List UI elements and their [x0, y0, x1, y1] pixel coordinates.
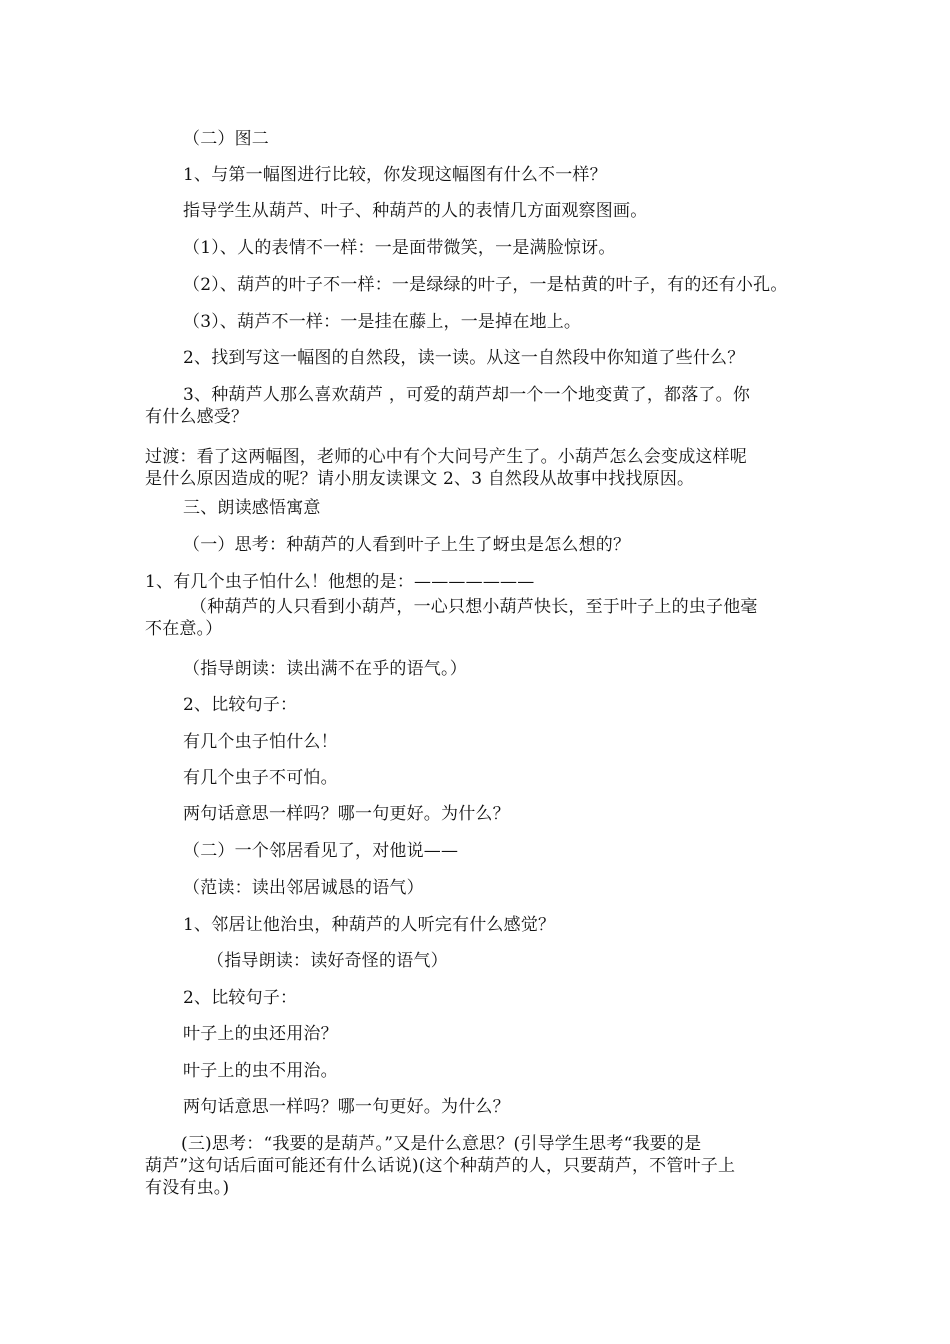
- paragraph-neighbor: （二）一个邻居看见了，对他说——: [183, 841, 459, 861]
- paragraph-reading-guide-one: （指导朗读：读出满不在乎的语气。）: [183, 659, 467, 679]
- sentence-example-two-b: 叶子上的虫不用治。: [183, 1061, 338, 1081]
- paragraph-think-three: [145, 1133, 825, 1199]
- list-item-expression: （1）、人的表情不一样：一是面带微笑，一是满脸惊讶。: [183, 238, 616, 258]
- paragraph-feelings: [145, 384, 825, 428]
- paragraph-think-three-line-1: (三)思考：“我要的是葫芦。”又是什么意思？(引导学生思考“我要的是: [181, 1134, 702, 1154]
- paragraph-find-section: 2、找到写这一幅图的自然段，读一读。从这一自然段中你知道了些什么？: [183, 348, 745, 368]
- paragraph-transition-line-1: 过渡：看了这两幅图，老师的心中有个大问号产生了。小葫芦怎么会变成这样呢: [145, 447, 747, 467]
- paragraph-transition-line-2: 是什么原因造成的呢？请小朋友读课文 2、3 自然段从故事中找找原因。: [145, 469, 695, 489]
- paragraph-think-three-line-2: 葫芦”这句话后面可能还有什么话说)(这个种葫芦的人，只要葫芦，不管叶子上: [145, 1156, 736, 1176]
- paragraph-compare-sentences-one: 2、比较句子：: [183, 695, 298, 715]
- paragraph-explanation-line-1: （种葫芦的人只看到小葫芦，一心只想小葫芦快长，至于叶子上的虫子他毫: [190, 597, 758, 617]
- list-item-leaves: （2）、葫芦的叶子不一样：一是绿绿的叶子，一是枯黄的叶子，有的还有小孔。: [183, 275, 788, 295]
- sentence-example-two-a: 叶子上的虫还用治？: [183, 1024, 338, 1044]
- paragraph-feelings-line-2: 有什么感受？: [145, 407, 249, 427]
- paragraph-explanation: [145, 596, 825, 640]
- paragraph-neighbor-advice: 1、邻居让他治虫，种葫芦的人听完有什么感觉？: [183, 915, 556, 935]
- section-heading-reading: 三、朗读感悟寓意: [183, 498, 321, 518]
- paragraph-compare-sentences-two: 2、比较句子：: [183, 988, 298, 1008]
- sentence-example-one-b: 有几个虫子不可怕。: [183, 768, 338, 788]
- sentence-example-one-a: 有几个虫子怕什么！: [183, 732, 338, 752]
- list-item-gourd: （3）、葫芦不一样：一是挂在藤上，一是掉在地上。: [183, 312, 582, 332]
- paragraph-question-one: 两句话意思一样吗？哪一句更好。为什么？: [183, 804, 510, 824]
- paragraph-guidance: 指导学生从葫芦、叶子、种葫芦的人的表情几方面观察图画。: [183, 201, 648, 221]
- paragraph-think-three-line-3: 有没有虫。): [145, 1178, 230, 1198]
- paragraph-reading-guide-two: （指导朗读：读好奇怪的语气）: [207, 951, 448, 971]
- paragraph-question-two: 两句话意思一样吗？哪一句更好。为什么？: [183, 1097, 510, 1117]
- paragraph-few-bugs: 1、有几个虫子怕什么！他想的是：———————: [145, 572, 535, 592]
- paragraph-compare-question: 1、与第一幅图进行比较，你发现这幅图有什么不一样？: [183, 165, 607, 185]
- paragraph-feelings-line-1: 3、种葫芦人那么喜欢葫芦 ，可爱的葫芦却一个一个地变黄了，都落了。你: [183, 385, 751, 405]
- paragraph-model-reading: （范读：读出邻居诚恳的语气）: [183, 878, 424, 898]
- paragraph-think-one: （一）思考：种葫芦的人看到叶子上生了蚜虫是怎么想的？: [183, 535, 631, 555]
- paragraph-transition: [145, 446, 825, 490]
- section-heading-figure-two: （二）图二: [183, 129, 269, 149]
- paragraph-explanation-line-2: 不在意。）: [145, 619, 223, 639]
